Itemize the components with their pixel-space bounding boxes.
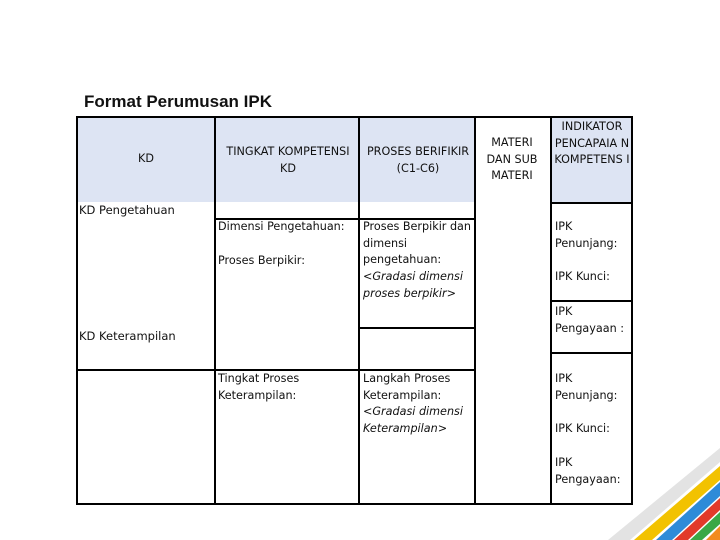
table-border-ipk-row2 (550, 352, 633, 354)
table-border-col5 (550, 116, 552, 505)
section-kd-keterampilan: KD Keterampilan (79, 329, 176, 343)
dimensi-pengetahuan: Dimensi Pengetahuan: (218, 220, 345, 233)
langkah-proses-keterampilan: Langkah Proses Keterampilan: (363, 372, 451, 402)
ipk-penunjang-keterampilan: IPK Penunjang: (555, 372, 618, 402)
ipk-penunjang-pengetahuan: IPK Penunjang: (555, 220, 618, 250)
table-border-ipk-row1 (550, 300, 633, 302)
table-border-pengetahuan-end (358, 327, 476, 329)
decorative-ribbons (590, 440, 720, 540)
ipk-pengayaan-keterampilan: IPK Pengayaan: (555, 456, 621, 486)
table-border-col4 (474, 116, 476, 505)
header-kd: KD (138, 152, 154, 165)
header-materi: MATERI DAN SUB MATERI (486, 136, 538, 182)
ipk-kunci-keterampilan: IPK Kunci: (555, 422, 610, 435)
ipk-kunci-pengetahuan: IPK Kunci: (555, 270, 610, 283)
gradasi-keterampilan: <Gradasi dimensi Keterampilan> (363, 405, 463, 435)
proses-berpikir-dimensi: Proses Berpikir dan dimensi pengetahuan: (363, 220, 472, 266)
slide-title: Format Perumusan IPK (84, 92, 272, 111)
gradasi-proses-berpikir: <Gradasi dimensi proses berpikir> (363, 270, 463, 300)
proses-berpikir-label: Proses Berpikir: (218, 254, 305, 267)
table-border-left (76, 116, 78, 505)
header-indikator: INDIKATOR PENCAPAIA N KOMPETENS I (554, 120, 630, 166)
tingkat-proses-keterampilan: Tingkat Proses Keterampilan: (218, 372, 300, 402)
header-tingkat-kompetensi: TINGKAT KOMPETENSI KD (226, 145, 350, 175)
table-border-col3 (358, 116, 360, 505)
table-border-indikator-header (550, 202, 633, 204)
section-kd-pengetahuan: KD Pengetahuan (79, 203, 175, 217)
header-proses-berfikir: PROSES BERIFIKIR (C1-C6) (366, 145, 470, 175)
ipk-pengayaan-pengetahuan: IPK Pengayaan : (555, 305, 625, 335)
table-border-col2 (214, 116, 216, 505)
